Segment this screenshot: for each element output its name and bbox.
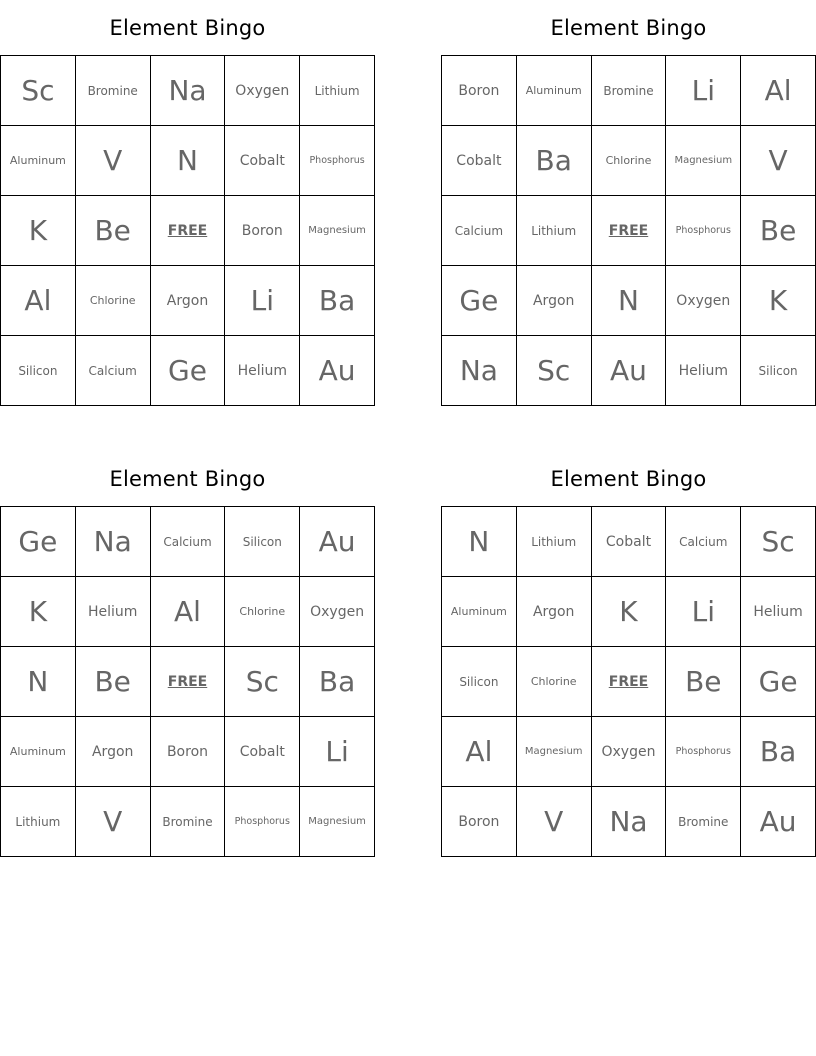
bingo-cell: Ba bbox=[300, 647, 375, 717]
bingo-cell: Aluminum bbox=[442, 577, 517, 647]
free-space-cell: FREE bbox=[151, 647, 226, 717]
bingo-cell: Argon bbox=[517, 577, 592, 647]
bingo-cell: Li bbox=[666, 577, 741, 647]
free-space-cell: FREE bbox=[592, 647, 667, 717]
bingo-cell: Al bbox=[1, 266, 76, 336]
bingo-cell: Silicon bbox=[225, 507, 300, 577]
bingo-cell: Na bbox=[592, 787, 667, 857]
bingo-cell: Bromine bbox=[76, 56, 151, 126]
bingo-cell: Magnesium bbox=[300, 787, 375, 857]
bingo-cell: Oxygen bbox=[300, 577, 375, 647]
bingo-cell: Au bbox=[300, 507, 375, 577]
bingo-cell: Lithium bbox=[300, 56, 375, 126]
bingo-cell: Chlorine bbox=[592, 126, 667, 196]
bingo-cell: Phosphorus bbox=[666, 717, 741, 787]
bingo-cell: V bbox=[741, 126, 816, 196]
bingo-cell: Aluminum bbox=[1, 717, 76, 787]
bingo-cell: Calcium bbox=[76, 336, 151, 406]
bingo-cell: Oxygen bbox=[592, 717, 667, 787]
bingo-card-3 bbox=[0, 451, 375, 857]
bingo-cell: Magnesium bbox=[517, 717, 592, 787]
bingo-cell: Bromine bbox=[592, 56, 667, 126]
free-space-cell: FREE bbox=[151, 196, 226, 266]
bingo-cell: N bbox=[151, 126, 226, 196]
bingo-cell: Al bbox=[741, 56, 816, 126]
bingo-cell: Silicon bbox=[741, 336, 816, 406]
bingo-cell: Ge bbox=[442, 266, 517, 336]
bingo-cell: Boron bbox=[442, 56, 517, 126]
bingo-cell: Magnesium bbox=[300, 196, 375, 266]
card-title: Element Bingo bbox=[550, 16, 707, 40]
bingo-cell: Ge bbox=[151, 336, 226, 406]
card-title: Element Bingo bbox=[109, 467, 266, 491]
bingo-cell: K bbox=[1, 196, 76, 266]
bingo-cell: Al bbox=[151, 577, 226, 647]
bingo-cell: V bbox=[76, 787, 151, 857]
bingo-cell: Oxygen bbox=[225, 56, 300, 126]
bingo-cell: K bbox=[592, 577, 667, 647]
bingo-cell: Be bbox=[741, 196, 816, 266]
free-space-cell: FREE bbox=[592, 196, 667, 266]
bingo-cell: Magnesium bbox=[666, 126, 741, 196]
bingo-cell: Calcium bbox=[151, 507, 226, 577]
bingo-cell: Boron bbox=[225, 196, 300, 266]
bingo-cell: Sc bbox=[1, 56, 76, 126]
bingo-cell: Phosphorus bbox=[225, 787, 300, 857]
bingo-cell: Lithium bbox=[517, 196, 592, 266]
bingo-cell: Argon bbox=[76, 717, 151, 787]
bingo-cell: Na bbox=[442, 336, 517, 406]
bingo-cell: Calcium bbox=[666, 507, 741, 577]
bingo-cell: Helium bbox=[76, 577, 151, 647]
bingo-cell: Cobalt bbox=[442, 126, 517, 196]
bingo-cell: Cobalt bbox=[592, 507, 667, 577]
bingo-cell: Helium bbox=[741, 577, 816, 647]
bingo-cell: Be bbox=[76, 196, 151, 266]
bingo-cell: V bbox=[517, 787, 592, 857]
bingo-cell: Li bbox=[666, 56, 741, 126]
bingo-cell: Be bbox=[76, 647, 151, 717]
bingo-cell: Sc bbox=[517, 336, 592, 406]
bingo-cell: Bromine bbox=[666, 787, 741, 857]
bingo-cell: Silicon bbox=[1, 336, 76, 406]
bingo-cell: Au bbox=[741, 787, 816, 857]
bingo-grid bbox=[0, 506, 375, 857]
bingo-card-4 bbox=[441, 451, 816, 857]
bingo-cell: Chlorine bbox=[76, 266, 151, 336]
bingo-cell: Oxygen bbox=[666, 266, 741, 336]
bingo-cell: Chlorine bbox=[517, 647, 592, 717]
bingo-grid bbox=[441, 55, 816, 406]
bingo-grid bbox=[441, 506, 816, 857]
bingo-cell: Sc bbox=[741, 507, 816, 577]
bingo-cell: Ba bbox=[741, 717, 816, 787]
bingo-grid bbox=[0, 55, 375, 406]
bingo-cell: Cobalt bbox=[225, 126, 300, 196]
bingo-cell: V bbox=[76, 126, 151, 196]
bingo-cell: Ba bbox=[300, 266, 375, 336]
bingo-cell: Calcium bbox=[442, 196, 517, 266]
bingo-cell: Ge bbox=[1, 507, 76, 577]
bingo-cell: Boron bbox=[442, 787, 517, 857]
bingo-cell: Al bbox=[442, 717, 517, 787]
bingo-card-1 bbox=[0, 0, 375, 406]
bingo-cell: Na bbox=[151, 56, 226, 126]
bingo-cell: Au bbox=[300, 336, 375, 406]
bingo-cell: Sc bbox=[225, 647, 300, 717]
bingo-cell: Lithium bbox=[517, 507, 592, 577]
bingo-cell: Phosphorus bbox=[300, 126, 375, 196]
bingo-cell: Li bbox=[300, 717, 375, 787]
bingo-cell: K bbox=[741, 266, 816, 336]
bingo-cell: Lithium bbox=[1, 787, 76, 857]
bingo-card-2 bbox=[441, 0, 816, 406]
bingo-cell: N bbox=[1, 647, 76, 717]
bingo-cell: K bbox=[1, 577, 76, 647]
bingo-cell: Ge bbox=[741, 647, 816, 717]
card-title: Element Bingo bbox=[550, 467, 707, 491]
bingo-cell: Argon bbox=[517, 266, 592, 336]
bingo-cell: Au bbox=[592, 336, 667, 406]
bingo-cell: Argon bbox=[151, 266, 226, 336]
bingo-cell: Chlorine bbox=[225, 577, 300, 647]
bingo-cell: Bromine bbox=[151, 787, 226, 857]
bingo-cell: N bbox=[442, 507, 517, 577]
bingo-cell: Silicon bbox=[442, 647, 517, 717]
bingo-cell: Helium bbox=[225, 336, 300, 406]
bingo-cell: Aluminum bbox=[517, 56, 592, 126]
bingo-cell: Boron bbox=[151, 717, 226, 787]
card-title: Element Bingo bbox=[109, 16, 266, 40]
bingo-cell: Aluminum bbox=[1, 126, 76, 196]
bingo-cell: Cobalt bbox=[225, 717, 300, 787]
bingo-cell: Be bbox=[666, 647, 741, 717]
bingo-cell: Helium bbox=[666, 336, 741, 406]
bingo-cell: Li bbox=[225, 266, 300, 336]
bingo-cell: Ba bbox=[517, 126, 592, 196]
bingo-cell: Na bbox=[76, 507, 151, 577]
bingo-cell: N bbox=[592, 266, 667, 336]
bingo-cell: Phosphorus bbox=[666, 196, 741, 266]
